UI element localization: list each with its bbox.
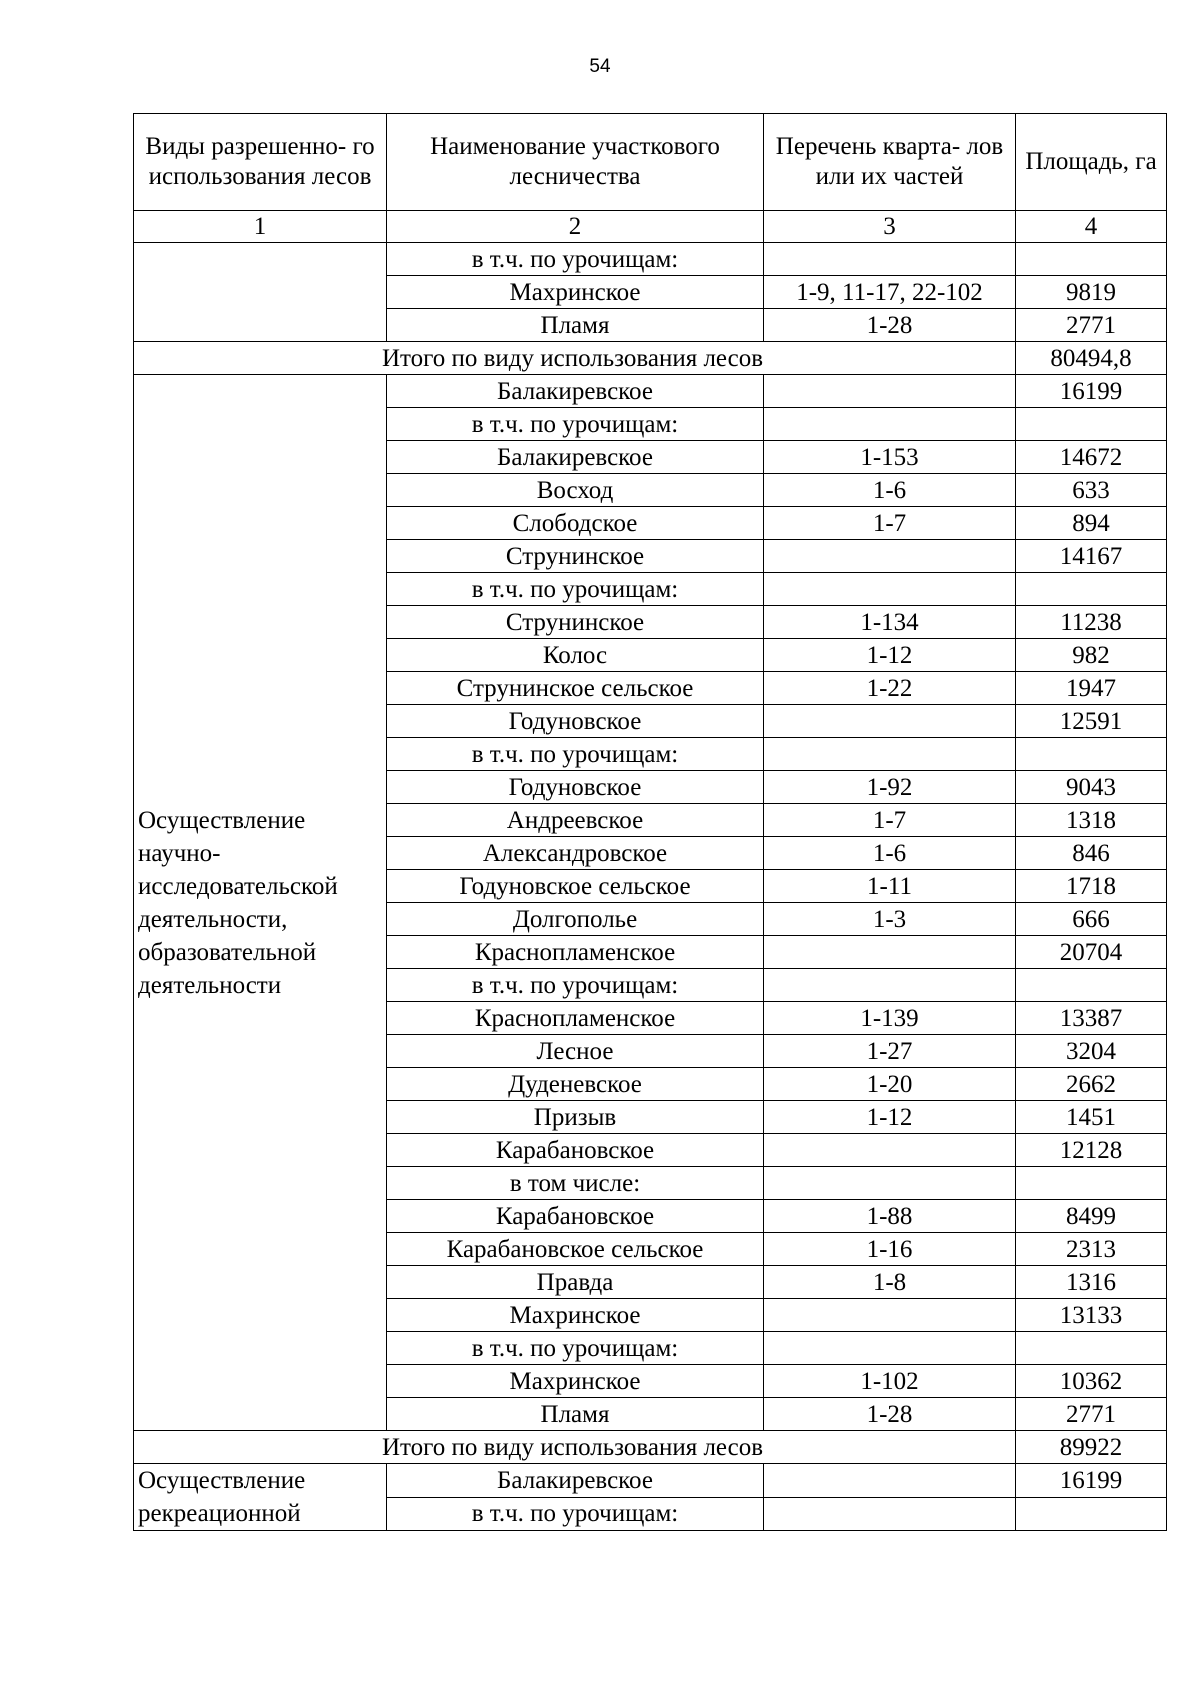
- column-number: 4: [1016, 211, 1167, 243]
- area-cell: 633: [1016, 474, 1167, 507]
- forestry-name-cell: Краснопламенское: [387, 936, 764, 969]
- quarters-cell: 1-7: [764, 804, 1016, 837]
- quarters-cell: 1-92: [764, 771, 1016, 804]
- area-cell: [1016, 573, 1167, 606]
- area-cell: 846: [1016, 837, 1167, 870]
- forestry-name-cell: Струнинское: [387, 540, 764, 573]
- area-cell: 11238: [1016, 606, 1167, 639]
- forestry-name-cell: в т.ч. по урочищам:: [387, 1332, 764, 1365]
- area-cell: 9043: [1016, 771, 1167, 804]
- forestry-name-cell: в том числе:: [387, 1167, 764, 1200]
- forestry-name-cell: Струнинское: [387, 606, 764, 639]
- forestry-name-cell: Струнинское сельское: [387, 672, 764, 705]
- header-row: [134, 114, 1167, 211]
- quarters-cell: 1-12: [764, 639, 1016, 672]
- quarters-cell: [764, 738, 1016, 771]
- area-cell: 1451: [1016, 1101, 1167, 1134]
- forestry-name-cell: Годуновское: [387, 705, 764, 738]
- area-cell: [1016, 243, 1167, 276]
- area-cell: 2771: [1016, 1398, 1167, 1431]
- area-cell: 1947: [1016, 672, 1167, 705]
- forestry-name-cell: в т.ч. по урочищам:: [387, 1497, 764, 1531]
- quarters-cell: [764, 1134, 1016, 1167]
- header-area: Площадь, га: [1016, 114, 1167, 211]
- quarters-cell: 1-102: [764, 1365, 1016, 1398]
- quarters-cell: 1-3: [764, 903, 1016, 936]
- quarters-cell: 1-8: [764, 1266, 1016, 1299]
- use-type-cell: Осуществление рекреационной: [134, 1464, 387, 1531]
- area-cell: 2662: [1016, 1068, 1167, 1101]
- forestry-name-cell: Колос: [387, 639, 764, 672]
- area-cell: 13133: [1016, 1299, 1167, 1332]
- quarters-cell: 1-12: [764, 1101, 1016, 1134]
- forestry-name-cell: Дуденевское: [387, 1068, 764, 1101]
- quarters-cell: 1-134: [764, 606, 1016, 639]
- quarters-cell: 1-7: [764, 507, 1016, 540]
- area-cell: 12591: [1016, 705, 1167, 738]
- header-use-type: Виды разрешенно- го использования лесов: [134, 114, 387, 211]
- area-cell: [1016, 1167, 1167, 1200]
- forestry-name-cell: Пламя: [387, 1398, 764, 1431]
- use-type-cell: Осуществление научно- исследовательской деятельности, образовательной деятельности: [134, 375, 387, 1431]
- area-cell: 1718: [1016, 870, 1167, 903]
- quarters-cell: 1-6: [764, 837, 1016, 870]
- quarters-cell: [764, 573, 1016, 606]
- quarters-cell: 1-139: [764, 1002, 1016, 1035]
- forestry-name-cell: Махринское: [387, 1299, 764, 1332]
- area-cell: 982: [1016, 639, 1167, 672]
- total-area: 89922: [1016, 1431, 1167, 1464]
- area-cell: 1318: [1016, 804, 1167, 837]
- forestry-name-cell: в т.ч. по урочищам:: [387, 408, 764, 441]
- area-cell: 9819: [1016, 276, 1167, 309]
- table-row: [134, 243, 1167, 276]
- area-cell: 14167: [1016, 540, 1167, 573]
- quarters-cell: 1-16: [764, 1233, 1016, 1266]
- forestry-name-cell: Карабановское: [387, 1200, 764, 1233]
- area-cell: [1016, 1497, 1167, 1531]
- total-label: Итого по виду использования лесов: [134, 342, 1016, 375]
- forestry-name-cell: в т.ч. по урочищам:: [387, 969, 764, 1002]
- quarters-cell: [764, 1167, 1016, 1200]
- area-cell: 2313: [1016, 1233, 1167, 1266]
- table-row: [134, 375, 1167, 408]
- forestry-name-cell: в т.ч. по урочищам:: [387, 738, 764, 771]
- forestry-name-cell: в т.ч. по урочищам:: [387, 243, 764, 276]
- area-cell: 10362: [1016, 1365, 1167, 1398]
- quarters-cell: 1-88: [764, 1200, 1016, 1233]
- forestry-name-cell: Слободское: [387, 507, 764, 540]
- forestry-name-cell: Пламя: [387, 309, 764, 342]
- header-quarters: Перечень кварта- лов или их частей: [764, 114, 1016, 211]
- column-number: 2: [387, 211, 764, 243]
- forestry-name-cell: Андреевское: [387, 804, 764, 837]
- area-cell: 13387: [1016, 1002, 1167, 1035]
- forestry-name-cell: Махринское: [387, 276, 764, 309]
- column-number: 3: [764, 211, 1016, 243]
- forestry-name-cell: Александровское: [387, 837, 764, 870]
- area-cell: 666: [1016, 903, 1167, 936]
- column-number: 1: [134, 211, 387, 243]
- area-cell: [1016, 738, 1167, 771]
- quarters-cell: [764, 408, 1016, 441]
- use-type-cell: [134, 243, 387, 342]
- forestry-name-cell: Долгополье: [387, 903, 764, 936]
- area-cell: 12128: [1016, 1134, 1167, 1167]
- column-number-row: [134, 211, 1167, 243]
- forestry-name-cell: в т.ч. по урочищам:: [387, 573, 764, 606]
- forestry-name-cell: Карабановское: [387, 1134, 764, 1167]
- forestry-name-cell: Махринское: [387, 1365, 764, 1398]
- quarters-cell: [764, 375, 1016, 408]
- forestry-name-cell: Годуновское: [387, 771, 764, 804]
- quarters-cell: 1-153: [764, 441, 1016, 474]
- area-cell: 20704: [1016, 936, 1167, 969]
- quarters-cell: [764, 936, 1016, 969]
- forestry-name-cell: Балакиревское: [387, 375, 764, 408]
- area-cell: 894: [1016, 507, 1167, 540]
- forestry-name-cell: Восход: [387, 474, 764, 507]
- total-area: 80494,8: [1016, 342, 1167, 375]
- quarters-cell: [764, 705, 1016, 738]
- quarters-cell: 1-28: [764, 1398, 1016, 1431]
- quarters-cell: [764, 1464, 1016, 1498]
- quarters-cell: 1-11: [764, 870, 1016, 903]
- quarters-cell: 1-9, 11-17, 22-102: [764, 276, 1016, 309]
- forest-use-table: [133, 113, 1167, 1531]
- forestry-name-cell: Карабановское сельское: [387, 1233, 764, 1266]
- area-cell: 2771: [1016, 309, 1167, 342]
- quarters-cell: 1-6: [764, 474, 1016, 507]
- forestry-name-cell: Правда: [387, 1266, 764, 1299]
- forestry-name-cell: Краснопламенское: [387, 1002, 764, 1035]
- quarters-cell: 1-28: [764, 309, 1016, 342]
- forestry-name-cell: Балакиревское: [387, 1464, 764, 1498]
- quarters-cell: 1-20: [764, 1068, 1016, 1101]
- area-cell: 3204: [1016, 1035, 1167, 1068]
- quarters-cell: [764, 243, 1016, 276]
- header-forestry-name: Наименование участкового лесничества: [387, 114, 764, 211]
- quarters-cell: 1-22: [764, 672, 1016, 705]
- area-cell: [1016, 1332, 1167, 1365]
- quarters-cell: [764, 1332, 1016, 1365]
- area-cell: 8499: [1016, 1200, 1167, 1233]
- forestry-name-cell: Балакиревское: [387, 441, 764, 474]
- quarters-cell: [764, 540, 1016, 573]
- quarters-cell: 1-27: [764, 1035, 1016, 1068]
- quarters-cell: [764, 1299, 1016, 1332]
- area-cell: [1016, 969, 1167, 1002]
- area-cell: 16199: [1016, 375, 1167, 408]
- quarters-cell: [764, 969, 1016, 1002]
- table-row: [134, 1464, 1167, 1498]
- total-row: [134, 342, 1167, 375]
- quarters-cell: [764, 1497, 1016, 1531]
- forestry-name-cell: Призыв: [387, 1101, 764, 1134]
- page-number: 54: [589, 56, 611, 77]
- total-row: [134, 1431, 1167, 1464]
- area-cell: 16199: [1016, 1464, 1167, 1498]
- area-cell: 14672: [1016, 441, 1167, 474]
- area-cell: [1016, 408, 1167, 441]
- forestry-name-cell: Годуновское сельское: [387, 870, 764, 903]
- forestry-name-cell: Лесное: [387, 1035, 764, 1068]
- area-cell: 1316: [1016, 1266, 1167, 1299]
- total-label: Итого по виду использования лесов: [134, 1431, 1016, 1464]
